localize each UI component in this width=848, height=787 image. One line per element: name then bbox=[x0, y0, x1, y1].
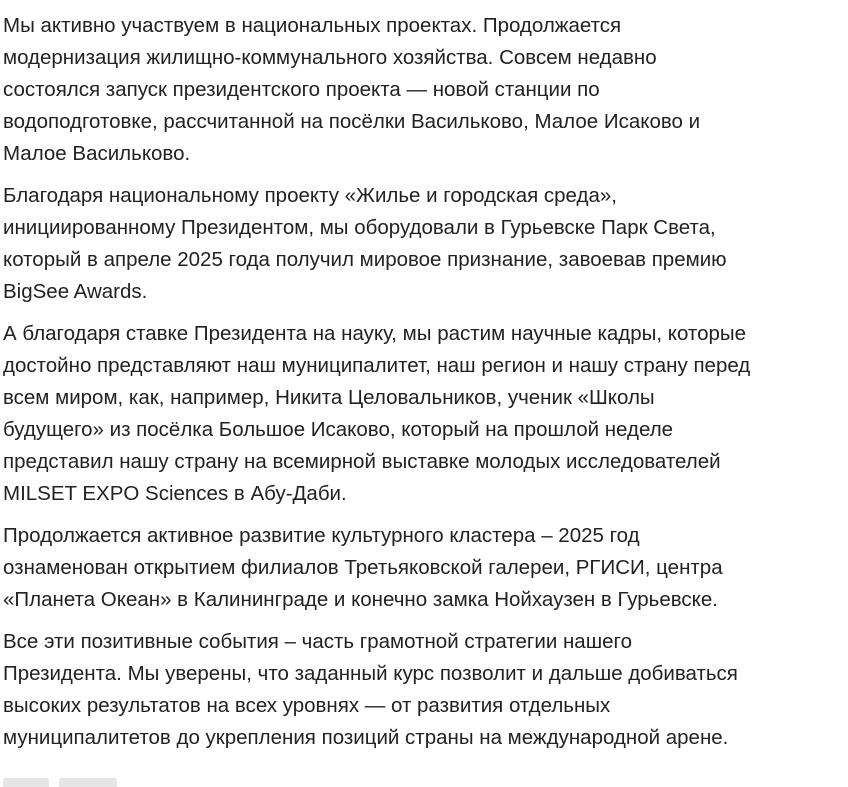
cut-off-glyphs bbox=[3, 778, 49, 787]
cut-off-next-line bbox=[3, 776, 163, 787]
paragraph-national-projects: Мы активно участвуем в национальных проектах. Продолжается модернизация жилищно-коммунального хозяйства. Совсем недавно состоялся запуск президентского проекта — новой станции по водоподготовке, рассчитанной на посёлки Васильково, Малое Исаково и Малое Васильково. bbox=[3, 14, 701, 165]
cut-off-glyphs bbox=[59, 778, 117, 787]
article-body bbox=[3, 10, 845, 764]
paragraph-culture-cluster: Продолжается активное развитие культурного кластера – 2025 год ознаменован открытием филиалов Третьяковской галереи, РГИСИ, центра «Планета Океан» в Калининграде и конечно замка Нойхаузен в Гурьевске. bbox=[3, 524, 723, 611]
paragraph-science: А благодаря ставке Президента на науку, мы растим научные кадры, которые достойно представляют наш муниципалитет, наш регион и нашу страну перед всем миром, как, например, Никита Целовальников, ученик «Школы будущего» из посёлка Большое Исаково, который на прошлой неделе представил нашу страну на всемирной выставке молодых исследователей MILSET EXPO Sciences в Абу-Даби. bbox=[3, 322, 751, 505]
paragraph-park-of-light: Благодаря национальному проекту «Жилье и городская среда», инициированному Президентом, мы оборудовали в Гурьевске Парк Света, который в апреле 2025 года получил мировое признание, завоевав премию BigSee Awards. bbox=[3, 184, 727, 303]
paragraph-strategy: Все эти позитивные события – часть грамотной стратегии нашего Президента. Мы уверены, что заданный курс позволит и дальше добиваться высоких результатов на всех уровнях — от развития отдельных муниципалитетов до укрепления позиций страны на международной арене. bbox=[3, 630, 738, 749]
